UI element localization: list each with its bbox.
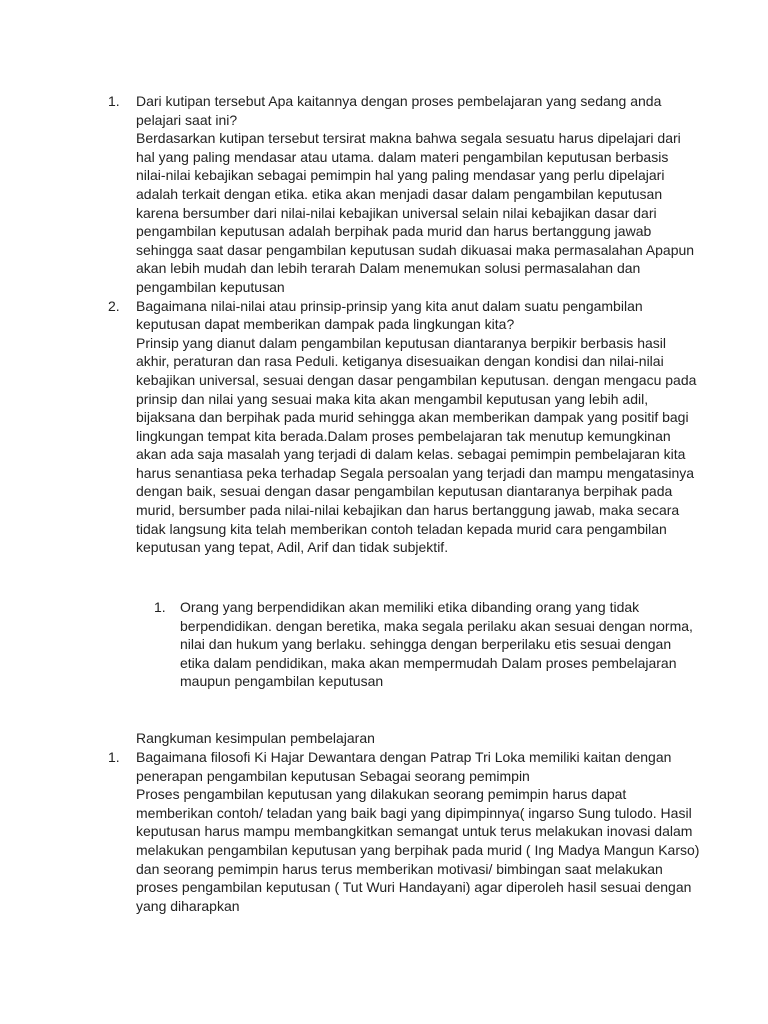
answer-text: Proses pengambilan keputusan yang dilakukan seorang pemimpin harus dapat memberikan contoh/ teladan yang baik bagi yang dipimpinnya( ingarso Sung tulodo. Hasil keputusan harus mampu membangkitkan semangat untuk terus melakukan inovasi dalam melakukan pengambilan keputusan yang berpihak pada murid ( Ing Madya Mangun Karso) dan seorang pemimpin harus terus memberikan motivasi/ bimbingan saat melakukan proses pengambilan keputusan ( Tut Wuri Handayani) agar diperoleh hasil sesuai dengan yang diharapkan bbox=[136, 786, 700, 914]
question-list-2 bbox=[108, 748, 700, 915]
list-item bbox=[108, 92, 700, 297]
question-text: Dari kutipan tersebut Apa kaitannya dengan proses pembelajaran yang sedang anda pelajari saat ini? bbox=[136, 93, 662, 128]
answer-text: Prinsip yang dianut dalam pengambilan keputusan diantaranya berpikir berbasis hasil akhir, peraturan dan rasa Peduli. ketiganya disesuaikan dengan kondisi dan nilai-nilai kebajikan universal, sesuai dengan dasar pengambilan keputusan. dengan mengacu pada prinsip dan nilai yang sesuai maka kita akan mengambil keputusan yang lebih adil, bijaksana dan berpihak pada murid sehingga akan memberikan dampak yang positif bagi lingkungan tempat kita berada.Dalam proses pembelajaran tak menutup kemungkinan akan ada saja masalah yang terjadi di dalam kelas. sebagai pemimpin pembelajaran kita harus senantiasa peka terhadap Segala persoalan yang terjadi dan mampu mengatasinya dengan baik, sesuai dengan dasar pengambilan keputusan diantaranya berpihak pada murid, bersumber pada nilai-nilai kebajikan dan harus bertanggung jawab, maka secara tidak langsung kita telah memberikan contoh teladan kepada murid cara pengambilan keputusan yang tepat, Adil, Arif dan tidak subjektif. bbox=[136, 334, 697, 556]
answer-text: Berdasarkan kutipan tersebut tersirat makna bahwa segala sesuatu harus dipelajari dari hal yang paling mendasar atau utama. dalam materi pengambilan keputusan berbasis nilai-nilai kebajikan sebagai pemimpin hal yang paling mendasar yang perlu dipelajari adalah terkait dengan etika. etika akan menjadi dasar dalam pengambilan keputusan karena bersumber dari nilai-nilai kebajikan universal selain nilai kebajikan dasar dari pengambilan keputusan adalah berpihak pada murid dan harus bertanggung jawab sehingga saat dasar pengambilan keputusan sudah dikuasai maka permasalahan Apapun akan lebih mudah dan lebih terarah Dalam menemukan solusi permasalahan dan pengambilan keputusan bbox=[136, 130, 695, 295]
section-heading: Rangkuman kesimpulan pembelajaran bbox=[136, 730, 375, 746]
nested-list bbox=[154, 598, 702, 691]
item-number: 2. bbox=[108, 297, 120, 314]
question-list-1 bbox=[108, 92, 700, 557]
item-number: 1. bbox=[154, 599, 166, 615]
item-number: 1. bbox=[108, 93, 120, 109]
list-item bbox=[154, 598, 702, 691]
list-item-text: Orang yang berpendidikan akan memiliki etika dibanding orang yang tidak berpendidikan. dengan beretika, maka segala perilaku akan sesuai dengan norma, nilai dan hukum yang berlaku. sehingga dengan berperilaku etis sesuai dengan etika dalam pendidikan, maka akan mempermudah Dalam proses pembelajaran maupun pengambilan keputusan bbox=[180, 599, 693, 690]
list-item bbox=[108, 748, 700, 915]
list-item bbox=[108, 297, 700, 557]
item-number: 1. bbox=[108, 749, 120, 765]
question-text: Bagaimana nilai-nilai atau prinsip-prinsip yang kita anut dalam suatu pengambilan keputusan dapat memberikan dampak pada lingkungan kita? bbox=[136, 297, 643, 333]
question-text: Bagaimana filosofi Ki Hajar Dewantara dengan Patrap Tri Loka memiliki kaitan dengan penerapan pengambilan keputusan Sebagai seorang pemimpin bbox=[136, 749, 672, 784]
